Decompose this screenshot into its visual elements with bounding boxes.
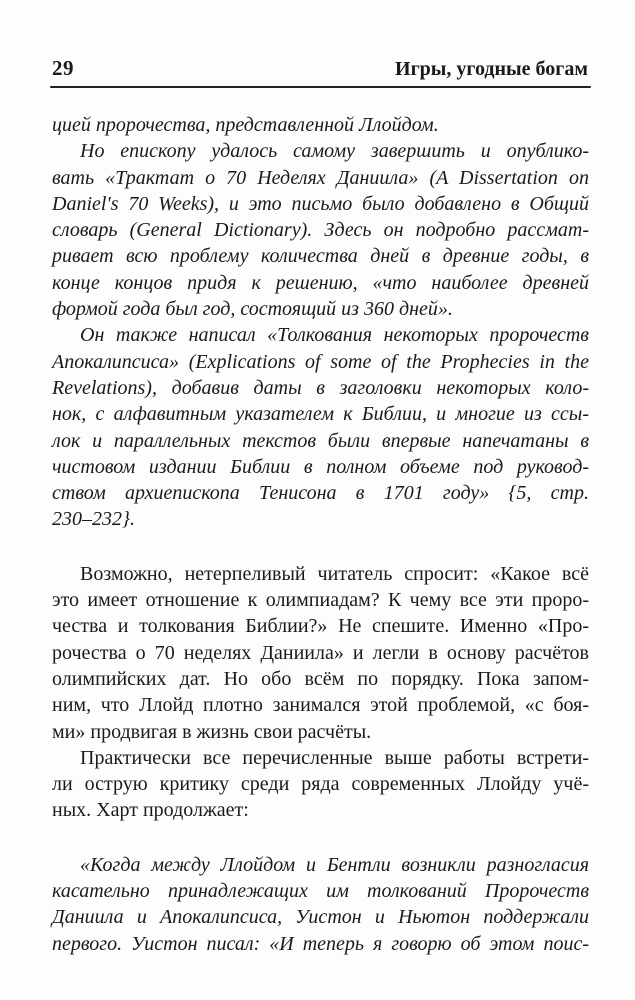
text-line: вать «Трактат о 70 Неделях Даниила» (A Dissertation on [52,166,589,189]
text-line: словарь (General Dictionary). Здесь он подробно рассмат- [52,219,589,242]
text-line: ли острую критику среди ряда современных Ллойду учё- [52,773,589,796]
text-line: 230–232}. [52,508,135,531]
text-line: касательно принадлежащих им толкований Пророчеств [52,880,589,903]
paragraph-2 [52,138,589,322]
text-line: первого. Уистон писал: «И теперь я говорю об этом поис- [52,932,589,955]
text-line: Возможно, нетерпеливый читатель спросит: «Какое всё [80,562,589,585]
text-line: нок, с алфавитным указателем к Библии, и многие из ссы- [52,403,589,426]
text-line: Даниила и Апокалипсиса, Уистон и Ньютон поддержали [52,906,589,929]
text-line: чистовом издании Библии в полном объеме под руковод- [52,455,589,478]
text-line: это имеет отношение к олимпиадам? К чему все эти проро- [52,589,589,612]
paragraph-5 [52,745,589,824]
paragraph-1 [52,112,589,138]
text-line: чества и толкования Библии?» Не спешите. Именно «Про- [52,615,589,638]
text-line: Практически все перечисленные выше работы встрети- [80,746,589,769]
paragraph-4 [52,561,589,745]
text-line: ством архиепископа Тенисона в 1701 году» {5, стр. [52,482,589,505]
text-line: ним, что Ллойд плотно занимался этой проблемой, «с боя- [52,694,589,717]
text-line: Но епископу удалось самому завершить и опублико- [80,140,589,163]
text-line: олимпийских дат. Но обо всём по порядку. Пока запом- [52,667,589,690]
text-line: ных. Харт продолжает: [52,799,249,822]
text-line: ривает всю проблему количества дней в древние годы, в [52,245,589,268]
text-line: формой года был год, состоящий из 360 дней». [52,298,453,321]
text-line: Апокалипсиса» (Explications of some of the Prophecies in the [52,350,589,373]
text-line: лок и параллельных текстов были впервые напечатаны в [52,429,589,452]
text-line: «Когда между Ллойдом и Бентли возникли разногласия [80,853,589,876]
text-line: Он также написал «Толкования некоторых пророчеств [80,324,589,347]
running-title: Игры, угодные богам [395,58,588,80]
text-line: цией пророчества, представленной Ллойдом. [52,114,439,136]
text-line: Revelations), добавив даты в заголовки некоторых коло- [52,376,589,399]
paragraph-3 [52,322,589,532]
text-line: рочества о 70 неделях Даниила» и легли в основу расчётов [52,641,589,664]
text-line: конце концов придя к решению, «что наиболее древней [52,271,589,294]
page-body [52,112,589,957]
page-number: 29 [52,56,74,80]
header-rule [50,86,591,88]
running-header [52,56,588,81]
text-line: Daniel's 70 Weeks), и это письмо было добавлено в Общий [52,192,589,215]
text-line: ми» продвигая в жизнь свои расчёты. [52,720,372,743]
paragraph-6 [52,852,589,957]
